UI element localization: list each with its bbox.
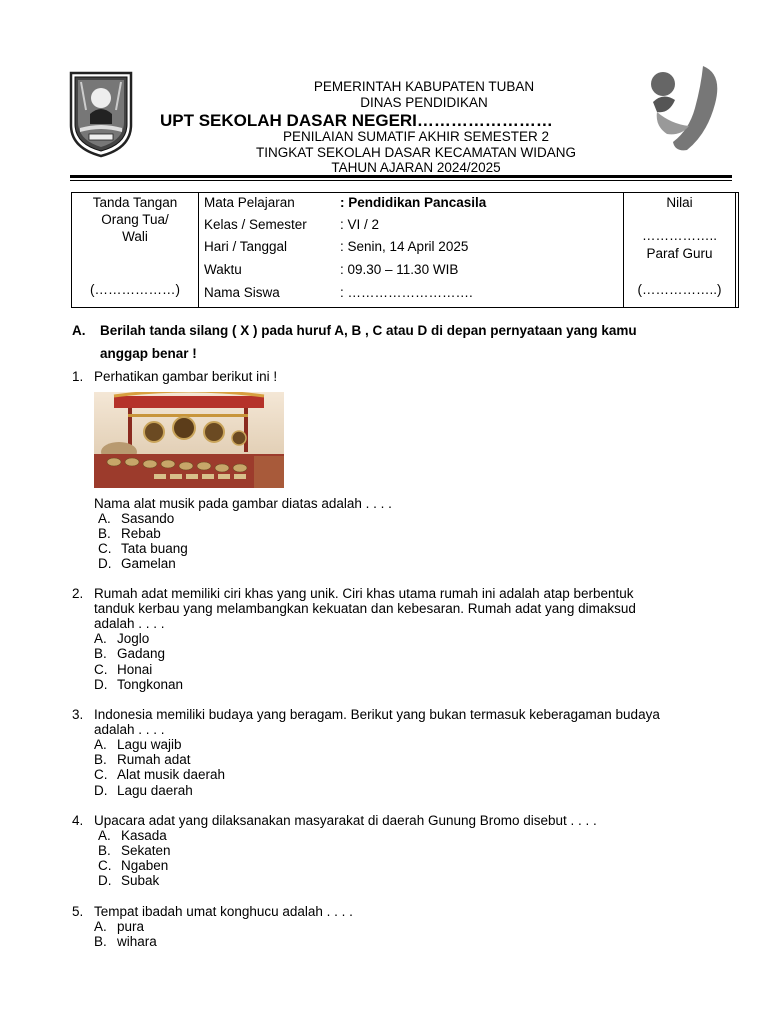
parent-signature-label: Wali	[122, 229, 148, 244]
option-text: Honai	[117, 662, 153, 677]
option-text: Sekaten	[121, 843, 171, 858]
exam-info-table	[71, 192, 739, 308]
question-number: 4.	[72, 813, 84, 828]
header-divider-thin	[70, 180, 732, 181]
field-label-student-name: Nama Siswa	[204, 285, 280, 300]
score-label: Nilai	[666, 195, 693, 210]
option-letter[interactable]: A.	[98, 828, 111, 843]
section-letter: A.	[72, 323, 86, 338]
option-letter[interactable]: A.	[94, 737, 107, 752]
option-letter[interactable]: B.	[94, 646, 107, 661]
field-value-time: : 09.30 – 11.30 WIB	[340, 262, 459, 277]
option-text: wihara	[117, 934, 157, 949]
field-value-student-name[interactable]: : ……………………….	[340, 285, 473, 300]
section-instruction: Berilah tanda silang ( X ) pada huruf A, B , C atau D di depan pernyataan yang kamu	[100, 323, 637, 338]
section-instruction: anggap benar !	[100, 346, 197, 361]
question-text: Upacara adat yang dilaksanakan masyarakat di daerah Gunung Bromo disebut . . . .	[94, 813, 597, 828]
field-value-subject: : Pendidikan Pancasila	[340, 195, 487, 210]
parent-signature-label: Orang Tua/	[101, 212, 169, 227]
header-level: TINGKAT SEKOLAH DASAR KECAMATAN WIDANG	[255, 145, 577, 160]
teacher-signature-label: Paraf Guru	[646, 246, 713, 261]
header-department: DINAS PENDIDIKAN	[360, 95, 488, 110]
option-letter[interactable]: C.	[94, 767, 108, 782]
table-divider	[735, 193, 736, 307]
option-letter[interactable]: D.	[98, 873, 112, 888]
question-number: 5.	[72, 904, 84, 919]
option-text: Kasada	[121, 828, 167, 843]
option-letter[interactable]: A.	[94, 631, 107, 646]
option-letter[interactable]: C.	[98, 541, 112, 556]
option-letter[interactable]: B.	[94, 752, 107, 767]
option-text: Tongkonan	[117, 677, 184, 692]
question-text: Perhatikan gambar berikut ini !	[94, 369, 278, 384]
header-government: PEMERINTAH KABUPATEN TUBAN	[313, 79, 535, 94]
question-number: 2.	[72, 586, 84, 601]
option-letter[interactable]: A.	[98, 511, 111, 526]
option-letter[interactable]: D.	[94, 783, 108, 798]
option-letter[interactable]: C.	[94, 662, 108, 677]
gamelan-photo	[94, 392, 284, 488]
option-letter[interactable]: D.	[94, 677, 108, 692]
question-text: Indonesia memiliki budaya yang beragam. Berikut yang bukan termasuk keberagaman budaya	[94, 707, 660, 722]
option-text: Gamelan	[121, 556, 176, 571]
option-text: Joglo	[117, 631, 150, 646]
option-text: Rebab	[121, 526, 161, 541]
option-letter[interactable]: C.	[98, 858, 112, 873]
option-text: Rumah adat	[117, 752, 191, 767]
option-text: Gadang	[117, 646, 166, 661]
option-letter[interactable]: A.	[94, 919, 107, 934]
option-letter[interactable]: B.	[98, 526, 111, 541]
option-text: Tata buang	[121, 541, 188, 556]
field-label-class: Kelas / Semester	[204, 217, 307, 232]
question-text: tanduk kerbau yang melambangkan kekuatan dan kebesaran. Rumah adat yang dimaksud	[94, 601, 636, 616]
question-text: Rumah adat memiliki ciri khas yang unik. Ciri khas utama rumah ini adalah atap berbentuk	[94, 586, 634, 601]
question-stem: Nama alat musik pada gambar diatas adalah . . . .	[94, 496, 392, 511]
header-school-name: UPT SEKOLAH DASAR NEGERI……………………	[160, 111, 553, 130]
option-letter[interactable]: B.	[98, 843, 111, 858]
option-letter[interactable]: D.	[98, 556, 112, 571]
option-text: pura	[117, 919, 145, 934]
score-blank[interactable]: ……………..	[641, 228, 717, 243]
question-number: 3.	[72, 707, 84, 722]
option-text: Ngaben	[121, 858, 169, 873]
teacher-signature-blank[interactable]: (……………..)	[637, 282, 722, 297]
parent-signature-label: Tanda Tangan	[92, 195, 178, 210]
option-text: Lagu wajib	[117, 737, 182, 752]
header-exam-title: PENILAIAN SUMATIF AKHIR SEMESTER 2	[282, 129, 550, 144]
header-divider-thick	[70, 175, 732, 178]
field-label-time: Waktu	[204, 262, 242, 277]
option-letter[interactable]: B.	[94, 934, 107, 949]
option-text: Subak	[121, 873, 160, 888]
parent-signature-blank[interactable]: (………………)	[90, 282, 180, 297]
question-number: 1.	[72, 369, 84, 384]
field-value-class: : VI / 2	[340, 217, 380, 232]
option-text: Lagu daerah	[117, 783, 193, 798]
field-label-subject: Mata Pelajaran	[204, 195, 295, 210]
table-divider	[198, 193, 199, 307]
option-text: Alat musik daerah	[117, 767, 226, 782]
header-academic-year: TAHUN AJARAN 2024/2025	[331, 160, 501, 175]
question-text: adalah . . . .	[94, 616, 165, 631]
question-text: Tempat ibadah umat konghucu adalah . . . .	[94, 904, 353, 919]
option-text: Sasando	[121, 511, 175, 526]
field-label-date: Hari / Tanggal	[204, 239, 288, 254]
question-text: adalah . . . .	[94, 722, 165, 737]
field-value-date: : Senin, 14 April 2025	[340, 239, 469, 254]
